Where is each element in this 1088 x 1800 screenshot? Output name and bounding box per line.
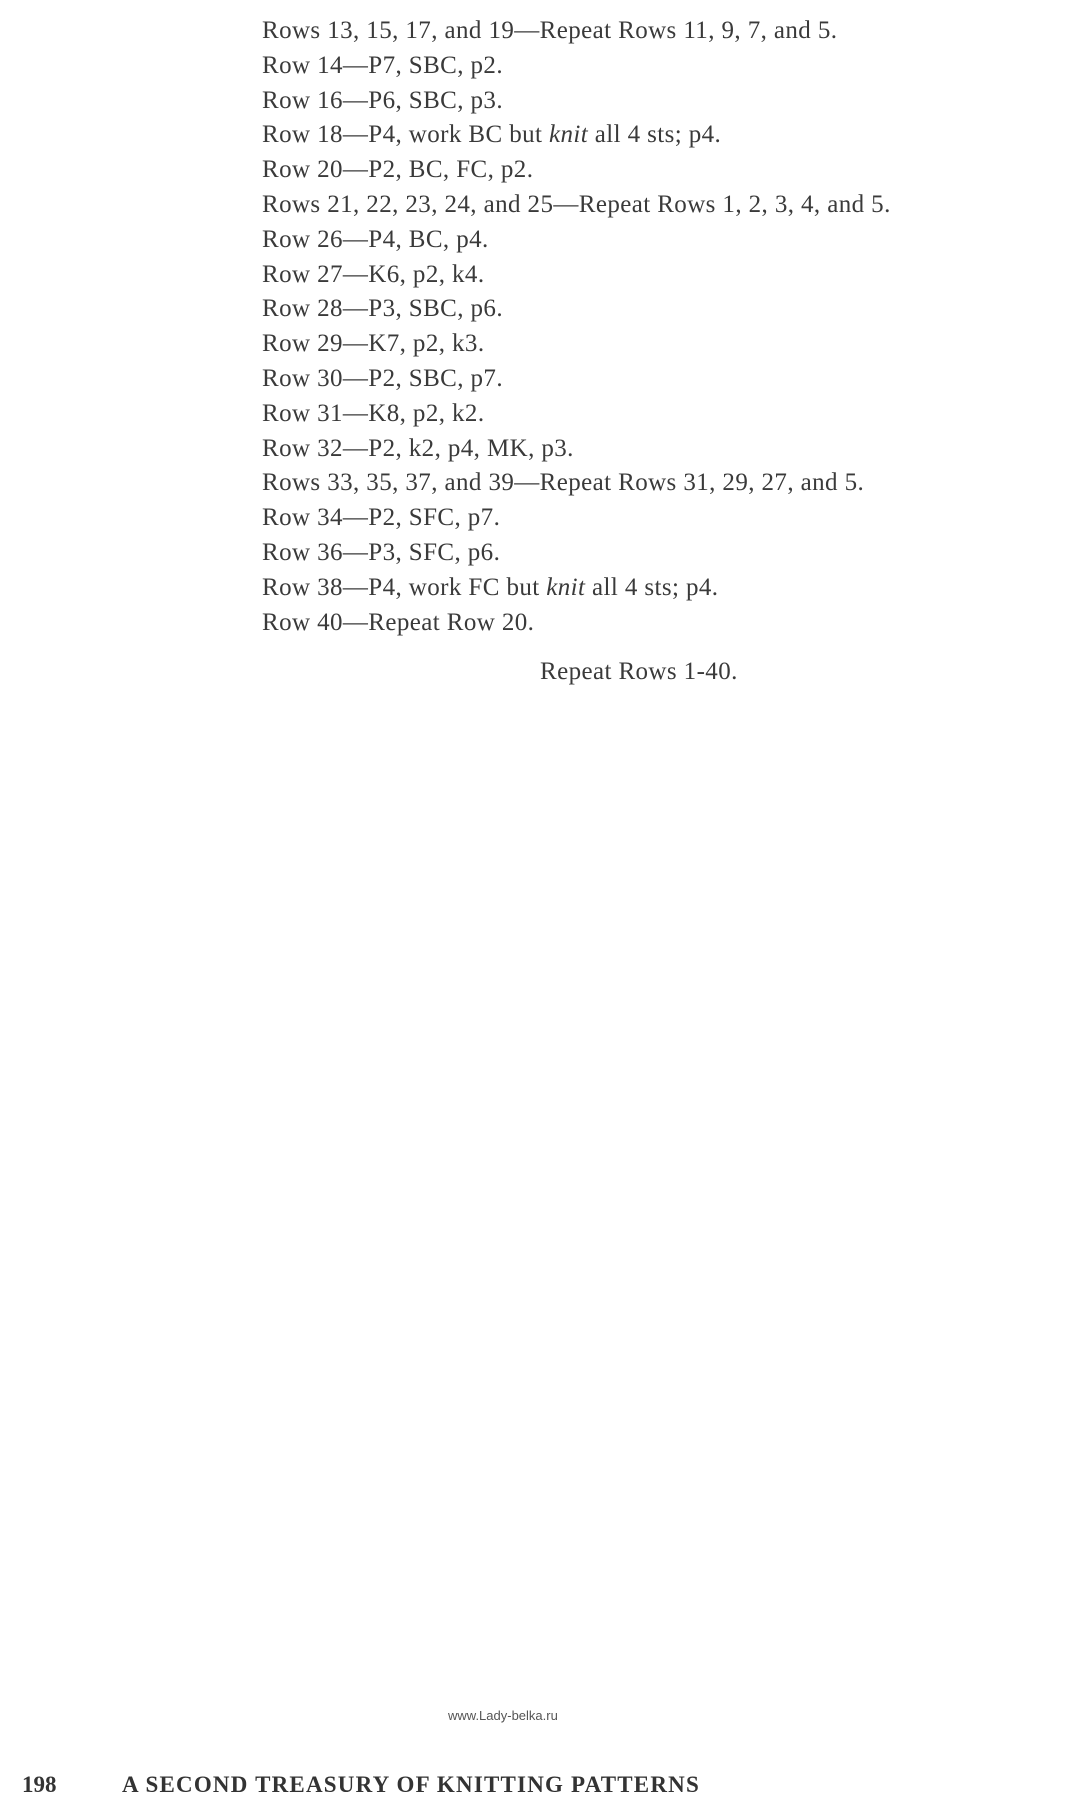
instruction-row: Row 30—P2, SBC, p7. (262, 364, 503, 392)
instruction-row: Rows 13, 15, 17, and 19—Repeat Rows 11, 9, 7, and 5. (262, 17, 838, 44)
watermark: www.Lady-belka.ru (448, 1708, 558, 1723)
instruction-row: Row 14—P7, SBC, p2. (262, 51, 503, 79)
instruction-row: Row 26—P4, BC, p4. (262, 225, 489, 253)
instruction-row: Rows 21, 22, 23, 24, and 25—Repeat Rows 1, 2, 3, 4, and 5. (262, 190, 891, 218)
instruction-row: Row 31—K8, p2, k2. (262, 399, 485, 427)
pattern-instructions (262, 14, 891, 640)
page-number: 198 (22, 1772, 57, 1797)
instruction-row: Row 16—P6, SBC, p3. (262, 86, 503, 114)
instruction-row: Row 38—P4, work FC but knit all 4 sts; p4. (262, 573, 719, 601)
instruction-row: Row 36—P3, SFC, p6. (262, 538, 501, 566)
book-title: A SECOND TREASURY OF KNITTING PATTERNS (122, 1772, 700, 1797)
instruction-row: Row 27—K6, p2, k4. (262, 260, 485, 288)
instruction-row: Rows 33, 35, 37, and 39—Repeat Rows 31, 29, 27, and 5. (262, 469, 865, 497)
instruction-row: Row 40—Repeat Row 20. (262, 608, 535, 636)
instruction-row: Row 29—K7, p2, k3. (262, 330, 485, 358)
instruction-row: Row 28—P3, SBC, p6. (262, 295, 503, 323)
instruction-row: Row 20—P2, BC, FC, p2. (262, 156, 534, 184)
repeat-note: Repeat Rows 1-40. (540, 658, 738, 685)
page-footer (22, 1772, 700, 1798)
instruction-row: Row 18—P4, work BC but knit all 4 sts; p4. (262, 121, 722, 149)
instruction-row: Row 32—P2, k2, p4, MK, p3. (262, 434, 574, 462)
instruction-row: Row 34—P2, SFC, p7. (262, 504, 501, 532)
